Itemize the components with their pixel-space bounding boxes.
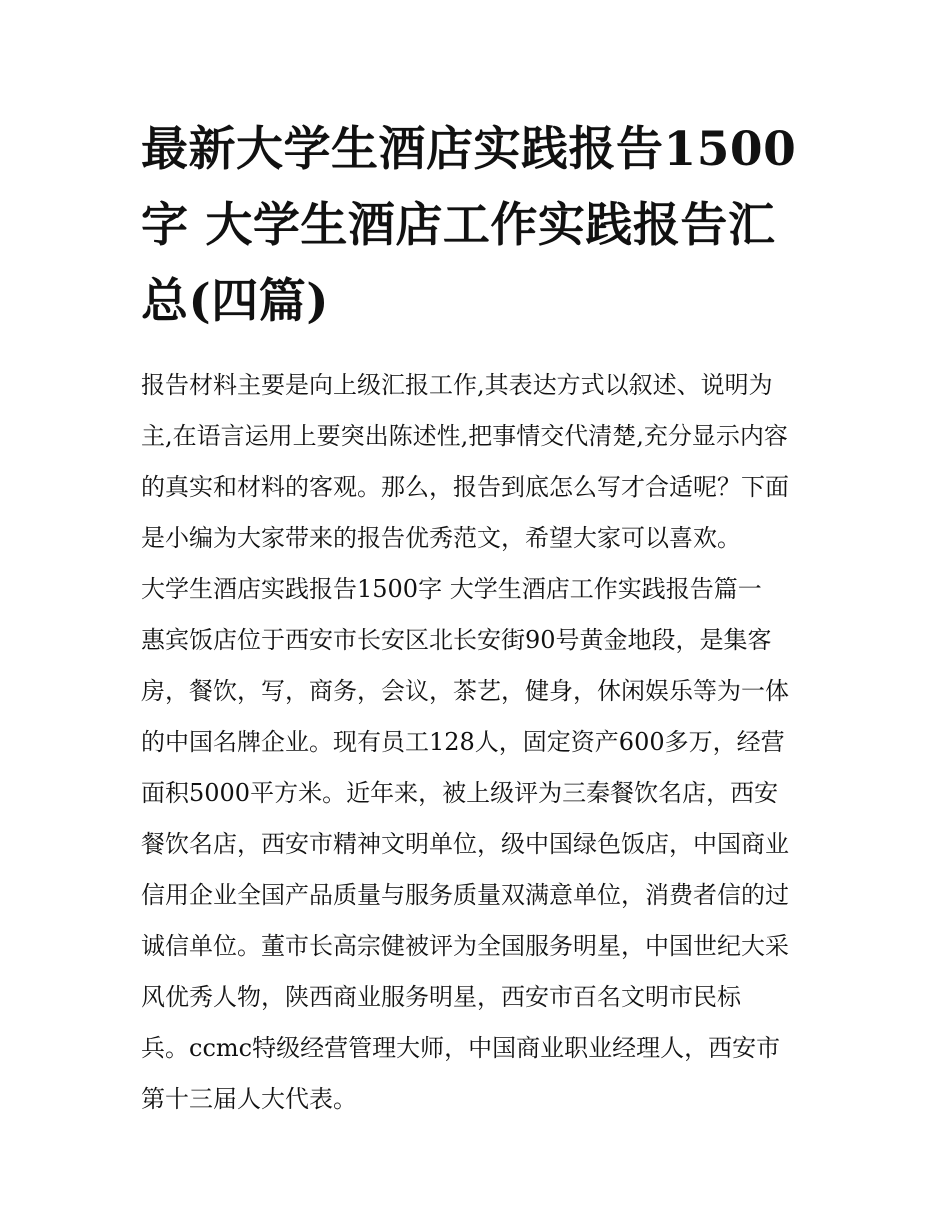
body-line: 的中国名牌企业。现有员工128人，固定资产600多万，经营 (141, 728, 785, 756)
body-line: 主,在语言运用上要突出陈述性,把事情交代清楚,充分显示内容 (141, 422, 788, 450)
body-line: 兵。ccmc特级经营管理大师，中国商业职业经理人，西安市 (141, 1034, 781, 1062)
body-line: 报告材料主要是向上级汇报工作,其表达方式以叙述、说明为 (141, 371, 773, 399)
document-body (141, 360, 813, 1125)
document-title (141, 112, 813, 340)
body-line: 诚信单位。董市长高宗健被评为全国服务明星，中国世纪大采 (141, 932, 789, 960)
body-line: 信用企业全国产品质量与服务质量双满意单位，消费者信的过 (141, 881, 789, 909)
body-line: 是小编为大家带来的报告优秀范文，希望大家可以喜欢。 (141, 524, 741, 552)
body-line: 餐饮名店，西安市精神文明单位，级中国绿色饭店，中国商业 (141, 830, 789, 858)
title-line: 字 大学生酒店工作实践报告汇 (141, 198, 776, 253)
section-heading: 大学生酒店实践报告1500字 大学生酒店工作实践报告篇一 (141, 575, 762, 603)
body-line: 惠宾饭店位于西安市长安区北长安街90号黄金地段，是集客 (141, 626, 772, 654)
body-line: 的真实和材料的客观。那么，报告到底怎么写才合适呢？下面 (141, 473, 789, 501)
body-line: 第十三届人大代表。 (141, 1085, 357, 1113)
body-line: 风优秀人物，陕西商业服务明星，西安市百名文明市民标 (141, 983, 741, 1011)
title-line: 总(四篇) (141, 274, 329, 329)
body-line: 面积5000平方米。近年来，被上级评为三秦餐饮名店，西安 (141, 779, 779, 807)
body-line: 房，餐饮，写，商务，会议，茶艺，健身，休闲娱乐等为一体 (141, 677, 789, 705)
document-content (141, 112, 813, 1125)
title-line: 最新大学生酒店实践报告1500 (141, 122, 797, 177)
